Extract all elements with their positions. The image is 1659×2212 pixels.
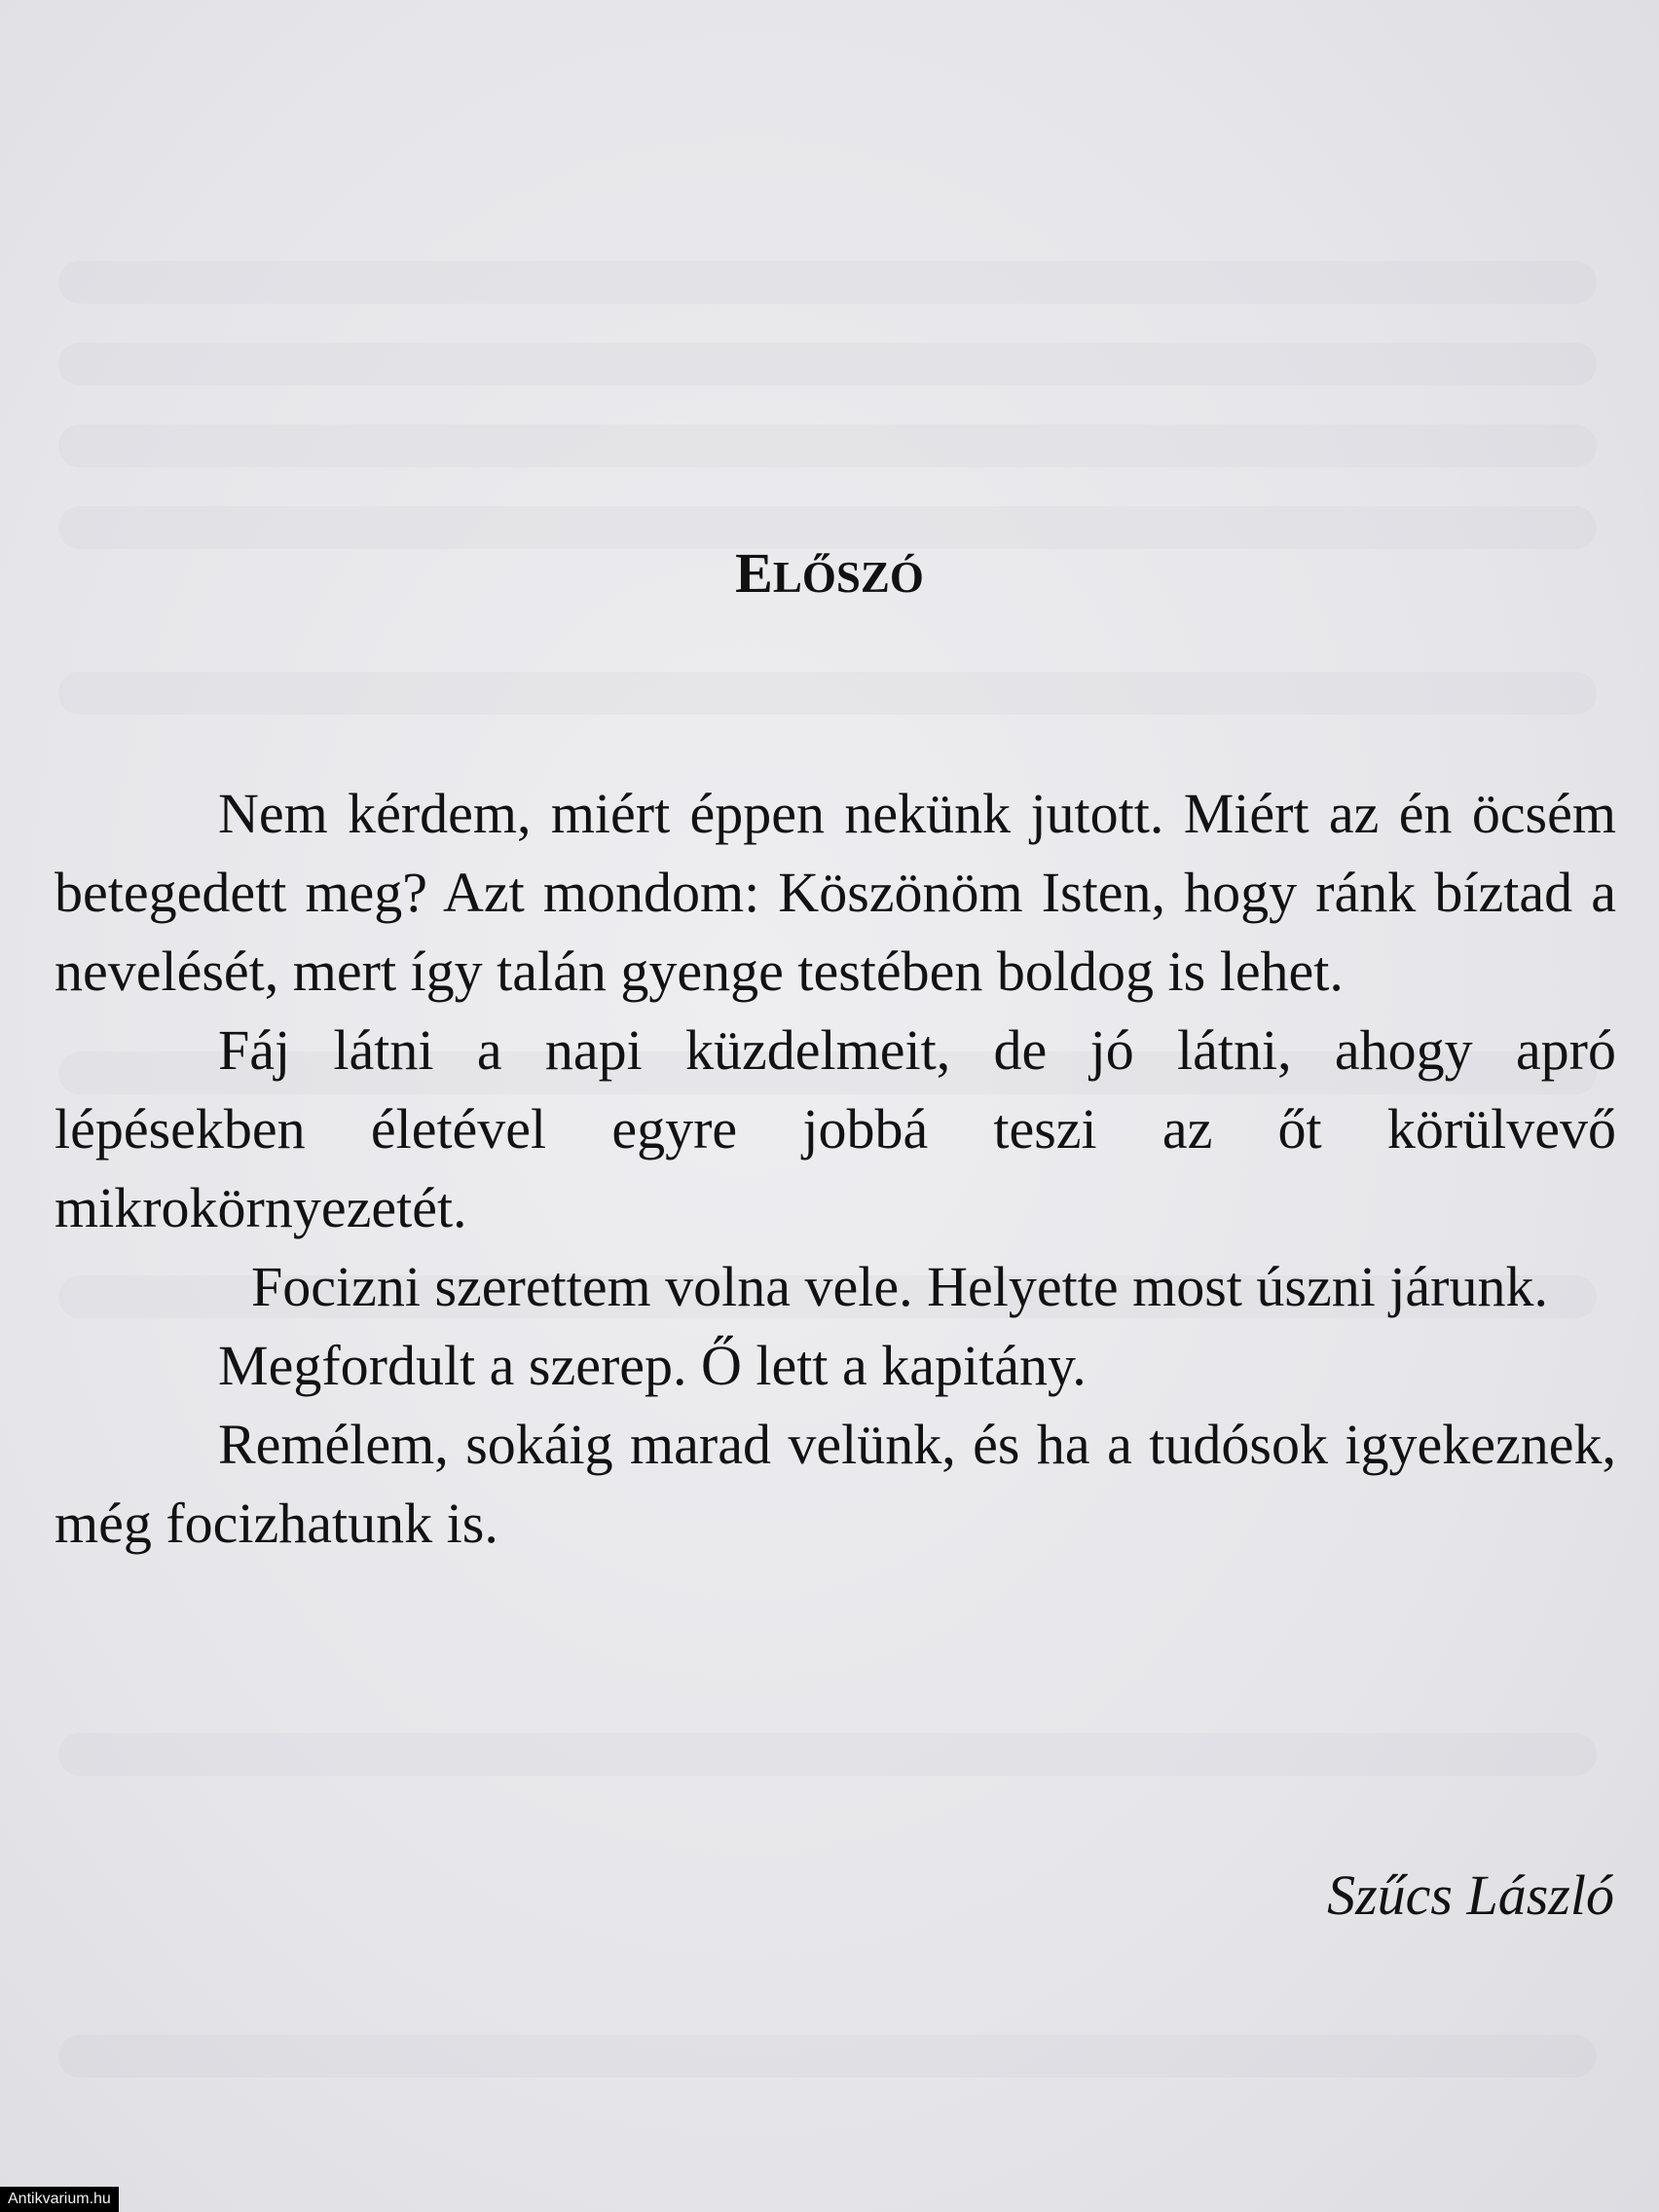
watermark: Antikvarium.hu bbox=[0, 2187, 119, 2212]
title-initial: E bbox=[735, 541, 773, 605]
paragraph: Remélem, sokáig marad velünk, és ha a tudósok igyekeznek, még focizhatunk is. bbox=[55, 1413, 1616, 1555]
bleed-through-line bbox=[58, 424, 1597, 467]
bleed-through-line bbox=[58, 506, 1597, 549]
bleed-through-line bbox=[58, 2035, 1597, 2078]
title-rest: LŐSZÓ bbox=[772, 553, 924, 602]
paragraph: Megfordult a szerep. Ő lett a kapitány. bbox=[218, 1334, 1087, 1397]
paragraph: Nem kérdem, miért éppen nekünk jutott. Miért az én öcsém betegedett meg? Azt mondom: Köszönöm Isten, hogy ránk bíztad a nevelését, mert így talán gyenge testében boldog is lehet. bbox=[55, 782, 1616, 1003]
body-text bbox=[55, 774, 1616, 1563]
bleed-through-line bbox=[58, 1733, 1597, 1776]
page-title bbox=[0, 541, 1659, 605]
paragraph: Focizni szerettem volna vele. Helyette most úszni járunk. bbox=[251, 1255, 1548, 1318]
bleed-through-line bbox=[58, 672, 1597, 715]
bleed-through-line bbox=[58, 261, 1597, 304]
author-signature: Szűcs László bbox=[1327, 1863, 1614, 1927]
paragraph: Fáj látni a napi küzdelmeit, de jó látni, ahogy apró lépésekben életével egyre jobbá teszi az őt körülvevő mikrokörnyezetét. bbox=[55, 1018, 1616, 1239]
bleed-through-line bbox=[58, 343, 1597, 386]
